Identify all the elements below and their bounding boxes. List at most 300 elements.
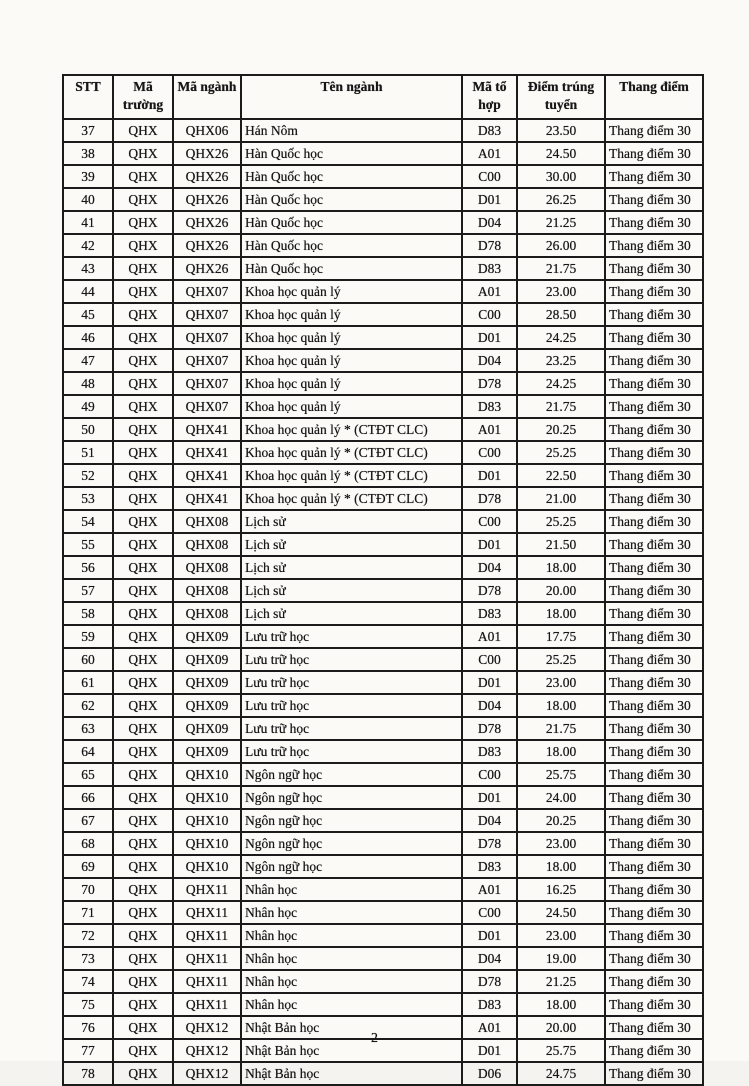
table-cell: 25.25 [517,510,605,533]
table-cell: 18.00 [517,602,605,625]
table-row [63,717,703,740]
table-cell: 19.00 [517,947,605,970]
table-cell: D04 [462,809,517,832]
table-row [63,924,703,947]
table-cell: QHX [113,395,173,418]
table-cell: Thang điểm 30 [605,165,703,188]
table-cell: Thang điểm 30 [605,303,703,326]
table-cell: 49 [63,395,113,418]
table-cell: D01 [462,1039,517,1062]
table-cell: D01 [462,533,517,556]
table-cell: Ngôn ngữ học [241,855,462,878]
table-cell: Thang điểm 30 [605,441,703,464]
table-cell: 24.75 [517,1062,605,1085]
table-row [63,280,703,303]
table-cell: QHX [113,234,173,257]
table-cell: Nhân học [241,947,462,970]
table-cell: QHX09 [173,717,241,740]
table-cell: 70 [63,878,113,901]
table-cell: QHX09 [173,671,241,694]
table-cell: QHX26 [173,211,241,234]
table-cell: QHX11 [173,993,241,1016]
table-cell: D83 [462,602,517,625]
table-cell: QHX [113,510,173,533]
table-cell: Khoa học quản lý * (CTĐT CLC) [241,487,462,510]
table-row [63,1062,703,1085]
table-cell: 77 [63,1039,113,1062]
table-cell: 20.25 [517,418,605,441]
col-header-ma-to-hop: Mã tổ hợp [462,75,517,119]
admission-scores-table [62,74,704,1086]
table-cell: QHX [113,855,173,878]
table-cell: QHX [113,763,173,786]
table-cell: Thang điểm 30 [605,257,703,280]
table-cell: QHX [113,717,173,740]
table-cell: Thang điểm 30 [605,188,703,211]
table-cell: 25.75 [517,1039,605,1062]
table-cell: QHX [113,832,173,855]
table-cell: Thang điểm 30 [605,878,703,901]
table-cell: D01 [462,188,517,211]
table-cell: D83 [462,740,517,763]
table-cell: QHX [113,970,173,993]
table-cell: QHX09 [173,694,241,717]
table-cell: 30.00 [517,165,605,188]
table-cell: Hàn Quốc học [241,188,462,211]
table-cell: Thang điểm 30 [605,970,703,993]
table-cell: 25.25 [517,648,605,671]
table-cell: D04 [462,349,517,372]
table-cell: QHX [113,1039,173,1062]
table-cell: 28.50 [517,303,605,326]
table-cell: QHX08 [173,510,241,533]
table-cell: QHX [113,326,173,349]
table-row [63,740,703,763]
table-cell: QHX [113,740,173,763]
table-cell: QHX [113,533,173,556]
table-row [63,970,703,993]
table-cell: Thang điểm 30 [605,924,703,947]
table-cell: 75 [63,993,113,1016]
table-cell: Khoa học quản lý * (CTĐT CLC) [241,464,462,487]
header-row [63,75,703,119]
table-cell: 22.50 [517,464,605,487]
table-row [63,257,703,280]
table-cell: Lưu trữ học [241,694,462,717]
table-cell: 38 [63,142,113,165]
table-cell: D78 [462,970,517,993]
table-cell: QHX [113,809,173,832]
table-cell: QHX [113,349,173,372]
table-cell: QHX [113,418,173,441]
table-row [63,993,703,1016]
table-row [63,487,703,510]
table-cell: QHX [113,1062,173,1085]
table-cell: Thang điểm 30 [605,947,703,970]
table-cell: QHX [113,556,173,579]
table-cell: QHX26 [173,165,241,188]
table-cell: QHX [113,878,173,901]
table-cell: Thang điểm 30 [605,625,703,648]
table-cell: Khoa học quản lý * (CTĐT CLC) [241,441,462,464]
table-cell: Nhân học [241,970,462,993]
table-cell: 52 [63,464,113,487]
table-cell: D04 [462,556,517,579]
table-cell: 42 [63,234,113,257]
table-cell: Nhật Bản học [241,1062,462,1085]
table-cell: 67 [63,809,113,832]
table-cell: 46 [63,326,113,349]
table-cell: QHX41 [173,441,241,464]
table-cell: QHX [113,303,173,326]
table-cell: 26.25 [517,188,605,211]
table-cell: QHX26 [173,234,241,257]
table-cell: Thang điểm 30 [605,487,703,510]
col-header-diem-trung-tuyen: Điểm trúng tuyển [517,75,605,119]
table-row [63,188,703,211]
table-cell: Ngôn ngữ học [241,832,462,855]
table-cell: 50 [63,418,113,441]
table-cell: QHX09 [173,625,241,648]
table-row [63,602,703,625]
table-row [63,349,703,372]
table-cell: 23.00 [517,832,605,855]
table-cell: QHX [113,786,173,809]
table-row [63,372,703,395]
col-header-ten-nganh: Tên ngành [241,75,462,119]
table-cell: Nhân học [241,993,462,1016]
table-cell: Lịch sử [241,533,462,556]
table-cell: Nhật Bản học [241,1016,462,1039]
table-cell: Thang điểm 30 [605,211,703,234]
table-cell: 23.00 [517,280,605,303]
table-cell: QHX12 [173,1062,241,1085]
table-cell: Thang điểm 30 [605,464,703,487]
table-cell: QHX26 [173,188,241,211]
col-header-stt: STT [63,75,113,119]
table-cell: QHX [113,648,173,671]
table-cell: D04 [462,947,517,970]
table-cell: 74 [63,970,113,993]
table-cell: 73 [63,947,113,970]
table-cell: Thang điểm 30 [605,349,703,372]
table-cell: Lưu trữ học [241,625,462,648]
table-cell: 18.00 [517,694,605,717]
table-cell: Thang điểm 30 [605,671,703,694]
table-cell: 18.00 [517,993,605,1016]
table-cell: 20.00 [517,1016,605,1039]
table-cell: 76 [63,1016,113,1039]
table-cell: QHX [113,671,173,694]
table-cell: QHX07 [173,349,241,372]
table-cell: 53 [63,487,113,510]
table-row [63,464,703,487]
table-cell: QHX08 [173,533,241,556]
table-cell: D01 [462,326,517,349]
table-cell: QHX07 [173,326,241,349]
table-cell: Hàn Quốc học [241,257,462,280]
table-cell: QHX [113,602,173,625]
table-cell: 44 [63,280,113,303]
table-cell: QHX12 [173,1016,241,1039]
table-row [63,441,703,464]
table-cell: 45 [63,303,113,326]
table-cell: QHX41 [173,464,241,487]
table-cell: Thang điểm 30 [605,901,703,924]
table-cell: QHX [113,1016,173,1039]
table-cell: 21.50 [517,533,605,556]
table-cell: QHX08 [173,602,241,625]
table-cell: 78 [63,1062,113,1085]
table-cell: 18.00 [517,855,605,878]
table-cell: QHX [113,142,173,165]
table-cell: QHX07 [173,303,241,326]
table-cell: QHX [113,372,173,395]
table-row [63,947,703,970]
table-row [63,211,703,234]
table-cell: Thang điểm 30 [605,809,703,832]
table-cell: 72 [63,924,113,947]
table-cell: 48 [63,372,113,395]
table-cell: Thang điểm 30 [605,510,703,533]
table-cell: D83 [462,119,517,142]
table-cell: 47 [63,349,113,372]
table-cell: D83 [462,993,517,1016]
table-row [63,395,703,418]
table-cell: 24.25 [517,372,605,395]
table-cell: 23.25 [517,349,605,372]
table-cell: Khoa học quản lý [241,349,462,372]
table-cell: 24.00 [517,786,605,809]
table-cell: QHX [113,625,173,648]
table-cell: QHX41 [173,418,241,441]
table-cell: 41 [63,211,113,234]
table-cell: Lịch sử [241,556,462,579]
table-cell: Thang điểm 30 [605,418,703,441]
table-cell: D06 [462,1062,517,1085]
table-cell: Thang điểm 30 [605,395,703,418]
table-cell: Khoa học quản lý * (CTĐT CLC) [241,418,462,441]
table-row [63,625,703,648]
table-cell: QHX11 [173,947,241,970]
table-cell: QHX10 [173,763,241,786]
table-cell: 21.25 [517,211,605,234]
table-cell: QHX [113,901,173,924]
table-cell: QHX [113,257,173,280]
table-cell: 24.50 [517,901,605,924]
table-cell: Thang điểm 30 [605,119,703,142]
table-cell: Thang điểm 30 [605,142,703,165]
table-cell: Thang điểm 30 [605,579,703,602]
table-row [63,326,703,349]
table-cell: D01 [462,786,517,809]
table-cell: Khoa học quản lý [241,303,462,326]
table-cell: Lịch sử [241,510,462,533]
table-cell: 69 [63,855,113,878]
table-cell: Khoa học quản lý [241,326,462,349]
table-cell: Ngôn ngữ học [241,786,462,809]
table-cell: Thang điểm 30 [605,740,703,763]
table-cell: Lịch sử [241,602,462,625]
table-row [63,648,703,671]
table-cell: QHX [113,165,173,188]
table-cell: 21.75 [517,395,605,418]
table-cell: QHX [113,280,173,303]
table-cell: A01 [462,280,517,303]
table-cell: 65 [63,763,113,786]
table-cell: 18.00 [517,740,605,763]
table-cell: Thang điểm 30 [605,1039,703,1062]
table-cell: D78 [462,487,517,510]
table-cell: 71 [63,901,113,924]
table-cell: 64 [63,740,113,763]
table-cell: 23.50 [517,119,605,142]
table-cell: Thang điểm 30 [605,717,703,740]
col-header-ma-nganh: Mã ngành [173,75,241,119]
table-cell: QHX [113,579,173,602]
table-cell: Ngôn ngữ học [241,763,462,786]
table-row [63,556,703,579]
table-cell: D78 [462,579,517,602]
table-cell: QHX10 [173,855,241,878]
table-row [63,694,703,717]
table-cell: Nhân học [241,924,462,947]
table-row [63,234,703,257]
table-cell: Nhân học [241,878,462,901]
table-cell: QHX10 [173,809,241,832]
table-cell: C00 [462,303,517,326]
table-cell: 61 [63,671,113,694]
table-row [63,579,703,602]
table-cell: D01 [462,464,517,487]
table-cell: D04 [462,694,517,717]
table-cell: QHX [113,119,173,142]
table-cell: A01 [462,878,517,901]
table-cell: Thang điểm 30 [605,786,703,809]
table-row [63,763,703,786]
table-cell: Lịch sử [241,579,462,602]
table-row [63,671,703,694]
table-cell: 23.00 [517,924,605,947]
table-cell: Thang điểm 30 [605,234,703,257]
table-row [63,832,703,855]
table-cell: D78 [462,717,517,740]
table-cell: Khoa học quản lý [241,372,462,395]
table-cell: QHX [113,487,173,510]
table-cell: D01 [462,671,517,694]
table-cell: Thang điểm 30 [605,326,703,349]
table-cell: Thang điểm 30 [605,694,703,717]
table-cell: QHX [113,188,173,211]
table-cell: 21.75 [517,257,605,280]
table-cell: QHX11 [173,878,241,901]
table-cell: 55 [63,533,113,556]
table-cell: D78 [462,234,517,257]
table-cell: D78 [462,372,517,395]
table-cell: D78 [462,832,517,855]
table-cell: A01 [462,418,517,441]
table-cell: QHX [113,993,173,1016]
table-cell: Thang điểm 30 [605,1062,703,1085]
table-cell: Ngôn ngữ học [241,809,462,832]
table-body [63,119,703,1085]
table-cell: QHX06 [173,119,241,142]
table-cell: C00 [462,648,517,671]
table-cell: Hán Nôm [241,119,462,142]
table-row [63,510,703,533]
table-cell: Thang điểm 30 [605,372,703,395]
table-cell: QHX [113,947,173,970]
table-cell: Thang điểm 30 [605,533,703,556]
table-cell: 43 [63,257,113,280]
table-cell: 54 [63,510,113,533]
table-cell: 20.25 [517,809,605,832]
table-cell: D01 [462,924,517,947]
table-cell: Nhật Bản học [241,1039,462,1062]
table-cell: QHX11 [173,970,241,993]
table-cell: QHX09 [173,648,241,671]
col-header-thang-diem: Thang điểm [605,75,703,119]
table-cell: QHX [113,924,173,947]
table-cell: 68 [63,832,113,855]
table-cell: QHX [113,211,173,234]
table-cell: QHX26 [173,257,241,280]
table-cell: Lưu trữ học [241,717,462,740]
table-cell: C00 [462,763,517,786]
table-cell: QHX07 [173,372,241,395]
table-cell: 62 [63,694,113,717]
table-cell: A01 [462,625,517,648]
table-cell: Thang điểm 30 [605,763,703,786]
table-cell: QHX08 [173,556,241,579]
col-header-ma-truong: Mã trường [113,75,173,119]
table-cell: Thang điểm 30 [605,855,703,878]
table-cell: QHX11 [173,901,241,924]
table-cell: Lưu trữ học [241,740,462,763]
table-cell: A01 [462,142,517,165]
table-cell: Thang điểm 30 [605,602,703,625]
table-cell: 24.25 [517,326,605,349]
table-row [63,878,703,901]
table-row [63,142,703,165]
table-cell: QHX [113,694,173,717]
table-cell: 57 [63,579,113,602]
table-cell: QHX07 [173,395,241,418]
table-cell: 26.00 [517,234,605,257]
table-cell: 58 [63,602,113,625]
table-cell: D04 [462,211,517,234]
table-cell: 21.25 [517,970,605,993]
table-cell: Thang điểm 30 [605,280,703,303]
table-cell: QHX [113,441,173,464]
table-row [63,855,703,878]
table-cell: Hàn Quốc học [241,165,462,188]
table-cell: D83 [462,257,517,280]
table-cell: QHX10 [173,786,241,809]
table-cell: QHX12 [173,1039,241,1062]
table-cell: 60 [63,648,113,671]
table-cell: QHX11 [173,924,241,947]
table-cell: Thang điểm 30 [605,556,703,579]
table-cell: 40 [63,188,113,211]
table-cell: QHX26 [173,142,241,165]
table-cell: Thang điểm 30 [605,648,703,671]
table-cell: Khoa học quản lý [241,280,462,303]
table-cell: QHX09 [173,740,241,763]
table-cell: C00 [462,901,517,924]
table-cell: Khoa học quản lý [241,395,462,418]
table-cell: 37 [63,119,113,142]
